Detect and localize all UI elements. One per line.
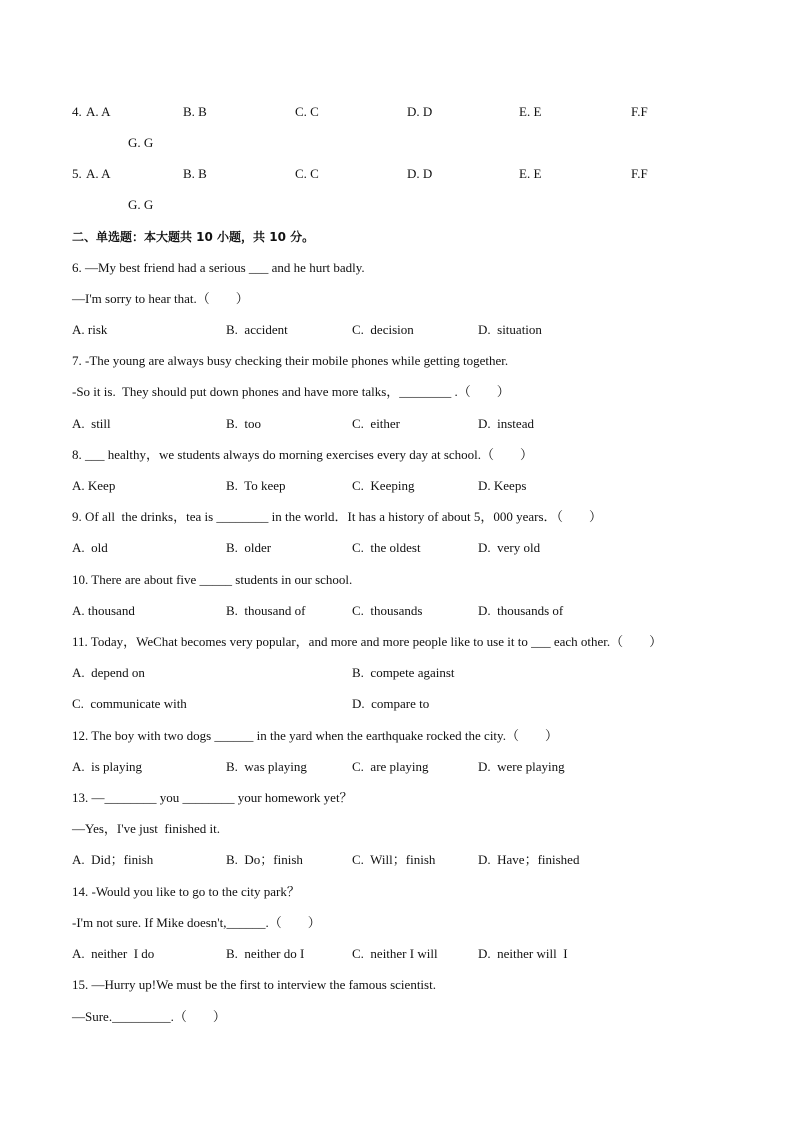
option-a[interactable]: A. A <box>86 166 111 181</box>
option-b[interactable]: B. thousand of <box>226 603 306 618</box>
option-c[interactable]: C. either <box>352 416 401 431</box>
option-b[interactable]: B. too <box>226 416 262 431</box>
option-c[interactable]: C. communicate with <box>72 696 187 711</box>
question-stem: 6. —My best friend had a serious ___ and he hurt badly. <box>72 260 365 275</box>
option-c[interactable]: C. the oldest <box>352 540 421 555</box>
option-a[interactable]: A. is playing <box>72 759 143 774</box>
option-b[interactable]: B. B <box>183 104 207 119</box>
option-d[interactable]: D. situation <box>478 322 542 337</box>
option-b[interactable]: B. was playing <box>226 759 307 774</box>
option-d[interactable]: D. neither will I <box>478 946 568 961</box>
option-e[interactable]: E. E <box>519 166 542 181</box>
option-c[interactable]: C. C <box>295 104 319 119</box>
option-a[interactable]: A. depend on <box>72 665 145 680</box>
section-title: 二、单选题：本大题共 10 小题，共 10 分。 <box>72 230 315 244</box>
option-d[interactable]: D. were playing <box>478 759 565 774</box>
question-stem-line: —I'm sorry to hear that.（ ） <box>72 291 249 306</box>
option-f[interactable]: F.F <box>631 166 648 181</box>
option-b[interactable]: B. B <box>183 166 207 181</box>
option-a[interactable]: A. Keep <box>72 478 116 493</box>
option-a[interactable]: A. old <box>72 540 108 555</box>
option-d[interactable]: D. instead <box>478 416 534 431</box>
option-b[interactable]: B. To keep <box>226 478 286 493</box>
question-stem: 15. —Hurry up!We must be the first to interview the famous scientist. <box>72 977 436 992</box>
option-b[interactable]: B. Do；finish <box>226 852 303 867</box>
question-stem-line: -I'm not sure. If Mike doesn't,______.（ ） <box>72 915 321 930</box>
option-c[interactable]: C. thousands <box>352 603 423 618</box>
question-number: 4. <box>72 104 82 119</box>
question-stem: 7. -The young are always busy checking their mobile phones while getting together. <box>72 353 509 368</box>
question-stem: 11. Today，WeChat becomes very popular，and more and more people like to use it to ___ each other.（ ） <box>72 634 663 649</box>
option-d[interactable]: D. Have；finished <box>478 852 580 867</box>
option-g[interactable]: G. G <box>128 197 154 212</box>
question-stem: 12. The boy with two dogs ______ in the yard when the earthquake rocked the city.（ ） <box>72 728 558 743</box>
option-c[interactable]: C. are playing <box>352 759 429 774</box>
option-a[interactable]: A. still <box>72 416 111 431</box>
option-d[interactable]: D. very old <box>478 540 541 555</box>
question-stem-line: -So it is. They should put down phones and have more talks，________ .（ ） <box>72 384 510 399</box>
option-c[interactable]: C. decision <box>352 322 414 337</box>
question-stem: 9. Of all the drinks，tea is ________ in the world．It has a history of about 5，000 years．（ ） <box>72 509 603 524</box>
question-number: 5. <box>72 166 82 181</box>
option-d[interactable]: D. Keeps <box>478 478 527 493</box>
option-f[interactable]: F.F <box>631 104 648 119</box>
question-stem: 14. -Would you like to go to the city park？ <box>72 884 300 899</box>
question-stem-line: —Yes，I've just finished it. <box>72 821 220 836</box>
option-a[interactable]: A. neither I do <box>72 946 155 961</box>
option-c[interactable]: C. C <box>295 166 319 181</box>
option-e[interactable]: E. E <box>519 104 542 119</box>
option-a[interactable]: A. A <box>86 104 111 119</box>
option-c[interactable]: C. Will；finish <box>352 852 436 867</box>
question-stem: 10. There are about five _____ students in our school. <box>72 572 353 587</box>
option-c[interactable]: C. neither I will <box>352 946 438 961</box>
option-b[interactable]: B. accident <box>226 322 288 337</box>
option-d[interactable]: D. compare to <box>352 696 430 711</box>
option-d[interactable]: D. D <box>407 104 433 119</box>
option-a[interactable]: A. Did；finish <box>72 852 154 867</box>
question-stem: 8. ___ healthy，we students always do morning exercises every day at school.（ ） <box>72 447 534 462</box>
option-b[interactable]: B. compete against <box>352 665 455 680</box>
option-b[interactable]: B. neither do I <box>226 946 305 961</box>
option-d[interactable]: D. D <box>407 166 433 181</box>
option-g[interactable]: G. G <box>128 135 154 150</box>
option-b[interactable]: B. older <box>226 540 272 555</box>
option-d[interactable]: D. thousands of <box>478 603 564 618</box>
question-stem-line: —Sure._________.（ ） <box>72 1009 226 1024</box>
option-a[interactable]: A. thousand <box>72 603 135 618</box>
option-a[interactable]: A. risk <box>72 322 108 337</box>
question-stem: 13. —________ you ________ your homework yet？ <box>72 790 353 805</box>
option-c[interactable]: C. Keeping <box>352 478 415 493</box>
